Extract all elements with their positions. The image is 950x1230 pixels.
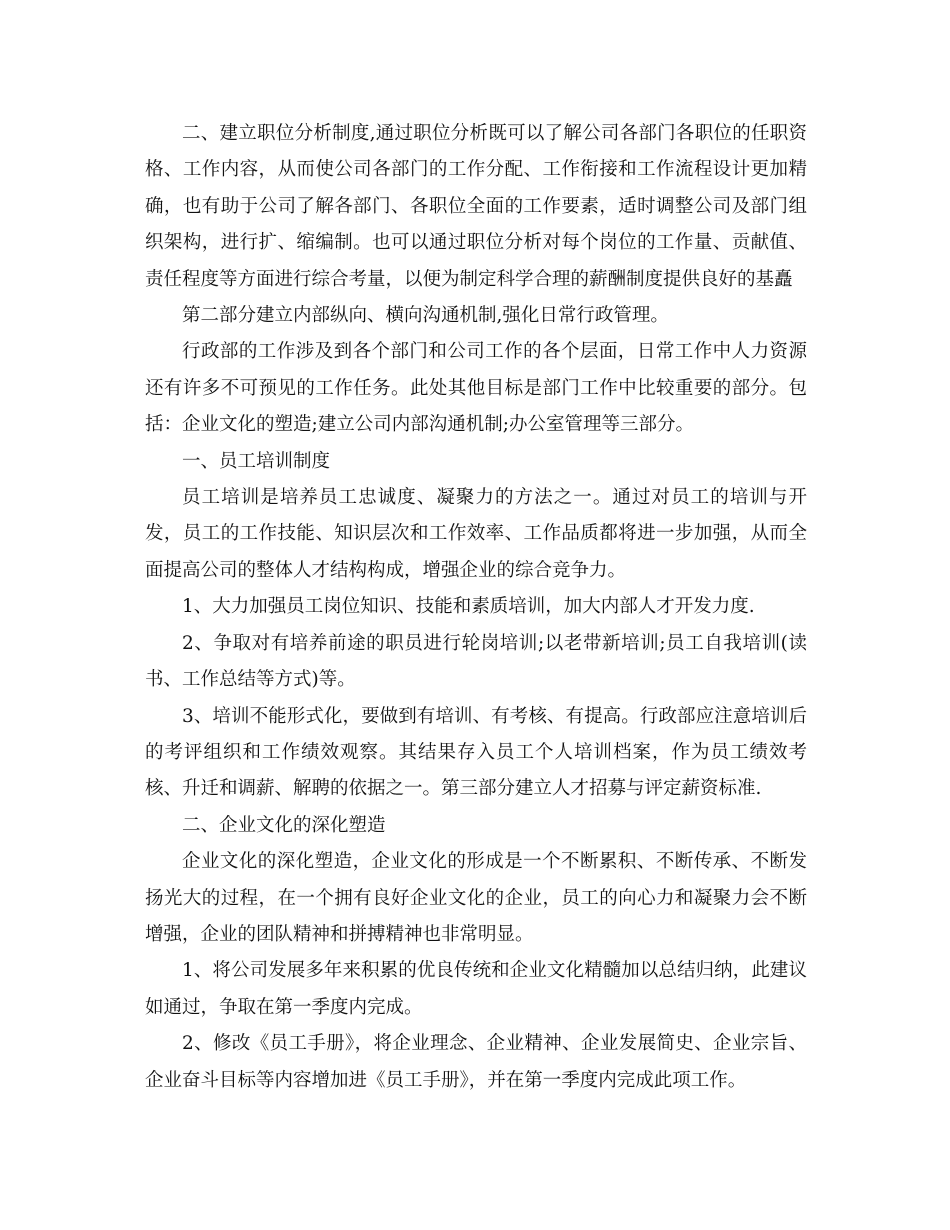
paragraph-part-two-heading: 第二部分建立内部纵向、横向沟通机制,强化日常行政管理。 <box>182 305 669 327</box>
paragraph-training-heading: 一、员工培训制度 <box>182 450 331 472</box>
paragraph-training-intro: 员工培训是培养员工忠诚度、凝聚力的方法之一。通过对员工的培训与开发，员工的工作技能、知识层次和工作效率、工作品质都将进一步加强，从而全面提高公司的整体人才结构构成，增强企业的综合竞争力。 <box>145 487 807 581</box>
paragraph-training-item-2: 2、争取对有培养前途的职员进行轮岗培训;以老带新培训;员工自我培训(读书、工作总结等方式)等。 <box>145 632 807 691</box>
paragraph-culture-intro: 企业文化的深化塑造，企业文化的形成是一个不断累积、不断传承、不断发扬光大的过程，在一个拥有良好企业文化的企业，员工的向心力和凝聚力会不断增强，企业的团队精神和拼搏精神也非常明显。 <box>145 851 807 945</box>
paragraph-culture-heading: 二、企业文化的深化塑造 <box>182 814 386 836</box>
paragraph-culture-item-1: 1、将公司发展多年来积累的优良传统和企业文化精髓加以总结归纳，此建议如通过，争取在第一季度内完成。 <box>145 960 807 1018</box>
paragraph-job-analysis: 二、建立职位分析制度,通过职位分析既可以了解公司各部门各职位的任职资格、工作内容，从而使公司各部门的工作分配、工作衔接和工作流程设计更加精确，也有助于公司了解各部门、各职位全面的工作要素，适时调整公司及部门组织架构，进行扩、缩编制。也可以通过职位分析对每个岗位的工作量、贡献值、责任程度等方面进行综合考量，以便为制定科学合理的薪酬制度提供良好的基矗 <box>145 123 807 290</box>
paragraph-training-item-1: 1、大力加强员工岗位知识、技能和素质培训，加大内部人才开发力度. <box>182 596 755 618</box>
paragraph-culture-item-2: 2、修改《员工手册》，将企业理念、企业精神、企业发展简史、企业宗旨、企业奋斗目标等内容增加进《员工手册》，并在第一季度内完成此项工作。 <box>145 1033 807 1091</box>
document-body <box>145 116 807 1099</box>
paragraph-admin-scope: 行政部的工作涉及到各个部门和公司工作的各个层面，日常工作中人力资源还有许多不可预见的工作任务。此处其他目标是部门工作中比较重要的部分。包括：企业文化的塑造;建立公司内部沟通机制;办公室管理等三部分。 <box>145 341 807 436</box>
paragraph-training-item-3: 3、培训不能形式化，要做到有培训、有考核、有提高。行政部应注意培训后的考评组织和工作绩效观察。其结果存入员工个人培训档案，作为员工绩效考核、升迁和调薪、解聘的依据之一。第三部分建立人才招募与评定薪资标准. <box>145 705 807 800</box>
